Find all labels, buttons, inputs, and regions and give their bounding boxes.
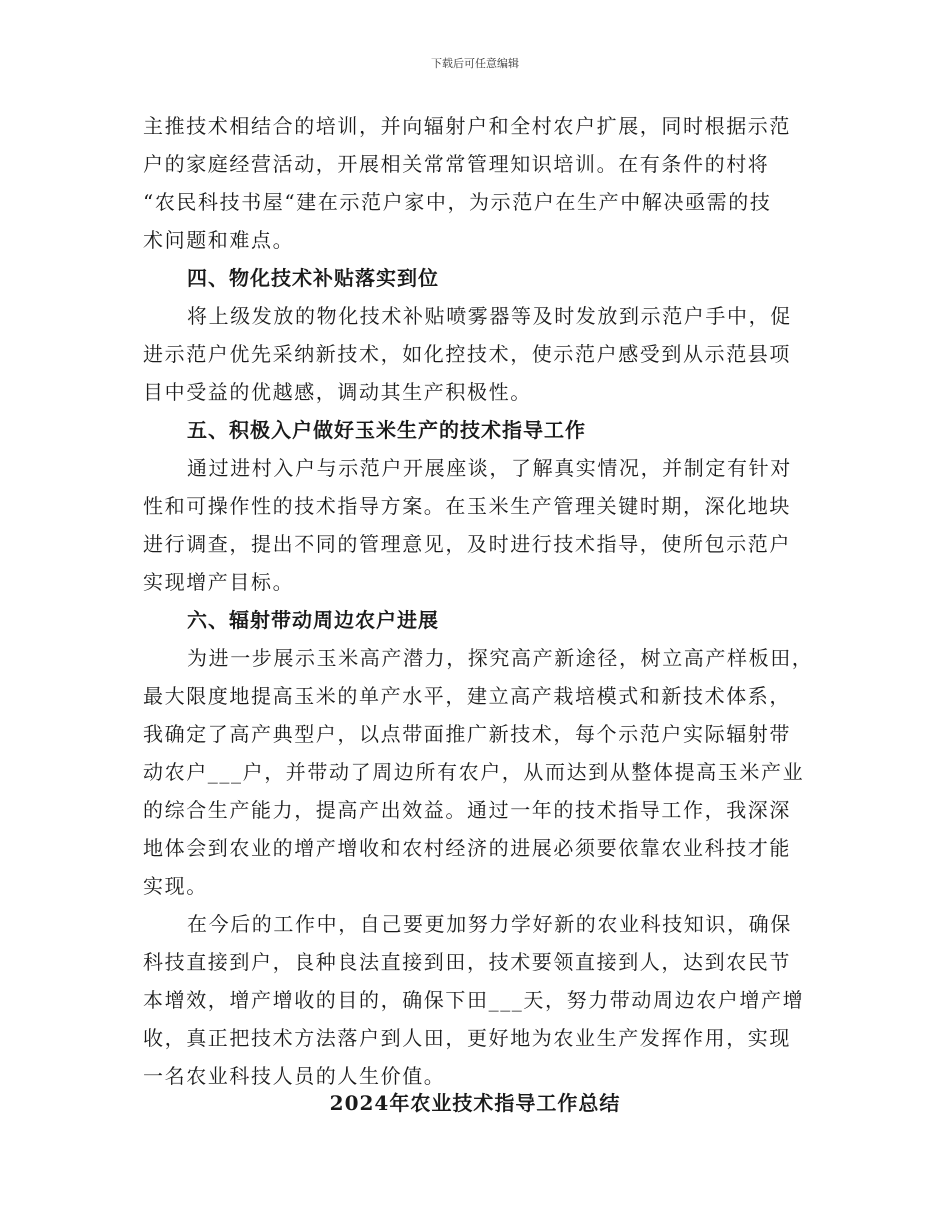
document-title: 2024年农业技术指导工作总结: [329, 1091, 621, 1115]
body-line: 的综合生产能力，提高产出效益。通过一年的技术指导工作，我深深: [143, 798, 791, 822]
body-line: 动农户___户，并带动了周边所有农户，从而达到从整体提高玉米产业: [143, 760, 805, 784]
body-line: 主推技术相结合的培训，并向辐射户和全村农户扩展，同时根据示范: [143, 114, 791, 138]
section-heading: 四、物化技术补贴落实到位: [187, 266, 439, 290]
body-line: 我确定了高产典型户，以点带面推广新技术，每个示范户实际辐射带: [143, 722, 791, 746]
body-line: 将上级发放的物化技术补贴喷雾器等及时发放到示范户手中，促: [187, 304, 792, 328]
section-heading: 五、积极入户做好玉米生产的技术指导工作: [187, 418, 586, 442]
body-line: 户的家庭经营活动，开展相关常常管理知识培训。在有条件的村将: [143, 152, 770, 176]
body-line: 实现增产目标。: [143, 570, 295, 594]
body-line: 实现。: [143, 874, 208, 898]
body-line: 性和可操作性的技术指导方案。在玉米生产管理关键时期，深化地块: [143, 494, 791, 518]
body-line: 科技直接到户，良种良法直接到田，技术要领直接到人，达到农民节: [143, 950, 791, 974]
body-line: 目中受益的优越感，调动其生产积极性。: [143, 380, 532, 404]
body-line: “农民科技书屋“建在示范户家中，为示范户在生产中解决亟需的技: [143, 190, 772, 214]
body-line: 术问题和难点。: [143, 228, 295, 252]
body-line: 一名农业科技人员的人生价值。: [143, 1064, 446, 1088]
body-line: 本增效，增产增收的目的，确保下田___天，努力带动周边农户增产增: [143, 988, 805, 1012]
body-line: 进行调查，提出不同的管理意见，及时进行技术指导，使所包示范户: [143, 532, 791, 556]
download-note: 下载后可任意编辑: [431, 57, 519, 70]
section-heading: 六、辐射带动周边农户进展: [187, 608, 439, 632]
body-line: 最大限度地提高玉米的单产水平，建立高产栽培模式和新技术体系，: [143, 684, 791, 708]
body-line: 通过进村入户与示范户开展座谈，了解真实情况，并制定有针对: [187, 456, 792, 480]
document-body: [143, 107, 815, 1095]
body-line: 进示范户优先采纳新技术，如化控技术，使示范户感受到从示范县项: [143, 342, 791, 366]
body-line: 为进一步展示玉米高产潜力，探究高产新途径，树立高产样板田，: [187, 646, 814, 670]
body-line: 收，真正把技术方法落户到人田，更好地为农业生产发挥作用，实现: [143, 1026, 791, 1050]
body-line: 在今后的工作中，自己要更加努力学好新的农业科技知识，确保: [187, 912, 792, 936]
body-line: 地体会到农业的增产增收和农村经济的进展必须要依靠农业科技才能: [143, 836, 791, 860]
